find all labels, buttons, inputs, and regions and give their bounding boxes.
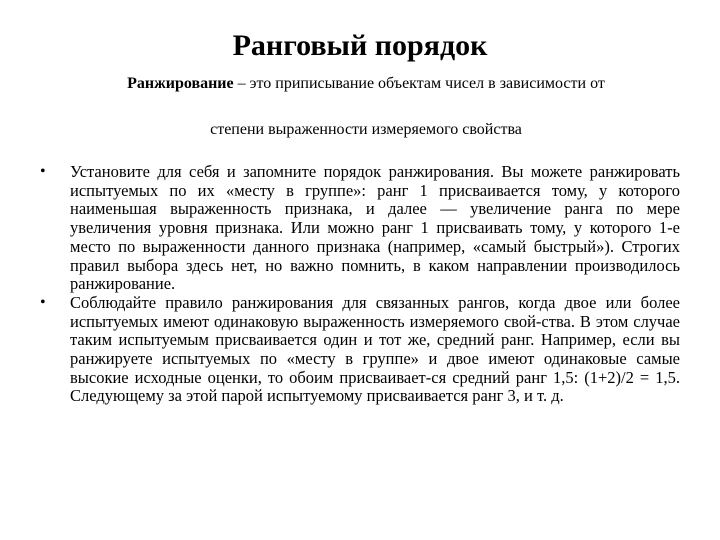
definition-text-line2: степени выраженности измеряемого свойства bbox=[210, 121, 522, 138]
definition-text-line1: – это приписывание объектам чисел в зависимости от bbox=[233, 75, 605, 92]
bullet-text: Соблюдайте правило ранжирования для связанных рангов, когда двое или более испытуемых имеют одинаковую выраженность измеряемого свой-ства. В этом случае таким испытуемым присваивается один и тот же, средний ранг. Например, если вы ранжируете испытуемых по «месту в группе» и двое имеют одинаковые самые высокие исходные оценки, то обоим присваивает-ся средний ранг 1,5: (1+2)/2 = 1,5. Следующему за этой парой испытуемому присваивается ранг 3, и т. д. bbox=[70, 292, 680, 406]
bullet-marker: • bbox=[40, 163, 46, 180]
bullet-item bbox=[40, 294, 680, 406]
bullet-list bbox=[40, 163, 680, 406]
bullet-item bbox=[40, 163, 680, 294]
slide-title: Ранговый порядок bbox=[232, 29, 488, 62]
definition-term: Ранжирование bbox=[127, 75, 234, 92]
definition-paragraph bbox=[56, 74, 676, 140]
bullet-text: Установите для себя и запомните порядок ранжирования. Вы можете ранжировать испытуемых по их «месту в группе»: ранг 1 присваивается тому, у которого наименьшая выраженность признака, и далее — увеличение ранга по мере увеличения уровня признака. Или можно ранг 1 присваивать тому, у которого 1-е место по выраженности данного признака (например, «самый быстрый»). Строгих правил выбора здесь нет, но важно помнить, в каком направлении производилось ранжирование. bbox=[70, 162, 680, 294]
bullet-marker: • bbox=[40, 293, 46, 311]
